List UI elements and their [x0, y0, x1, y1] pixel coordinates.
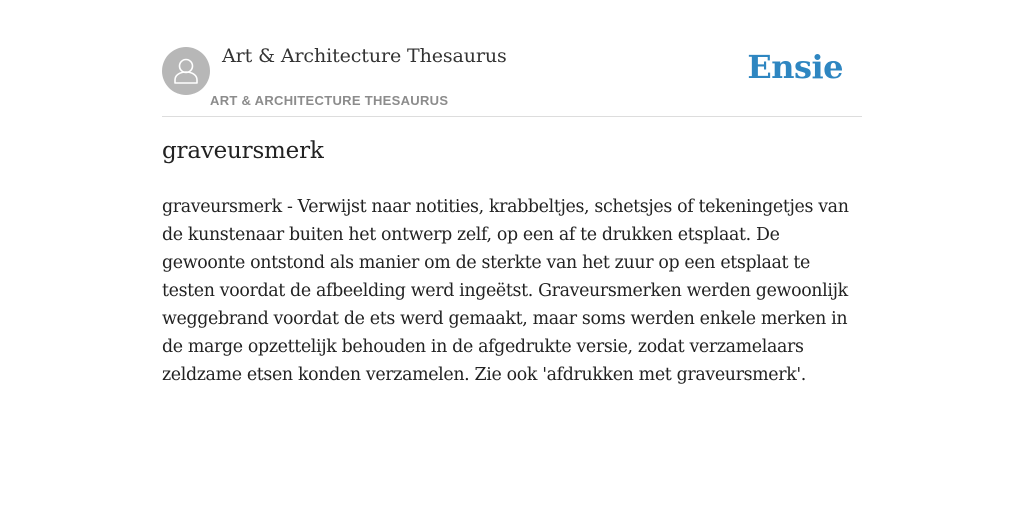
ensie-logo[interactable]: Ensie — [747, 48, 843, 86]
entry-title: graveursmerk — [162, 138, 324, 164]
author-subtitle: ART & ARCHITECTURE THESAURUS — [210, 93, 449, 108]
user-icon — [162, 47, 210, 95]
entry-definition: graveursmerk - Verwijst naar notities, krabbeltjes, schetsjes of tekeningetjes van de kunstenaar buiten het ontwerp zelf, op een af te drukken etsplaat. De gewoonte ontstond als manier om de sterkte van het zuur op een etsplaat te testen voordat de afbeelding werd ingeëtst. Graveursmerken werden gewoonlijk weggebrand voordat de ets werd gemaakt, maar soms werden enkele merken in de marge opzettelijk behouden in de afgedrukte versie, zodat verzamelaars zeldzame etsen konden verzamelen. Zie ook 'afdrukken met graveursmerk'. — [162, 197, 849, 385]
author-avatar[interactable] — [162, 47, 210, 95]
author-name[interactable]: Art & Architecture Thesaurus — [222, 45, 507, 67]
page-header — [162, 0, 862, 117]
